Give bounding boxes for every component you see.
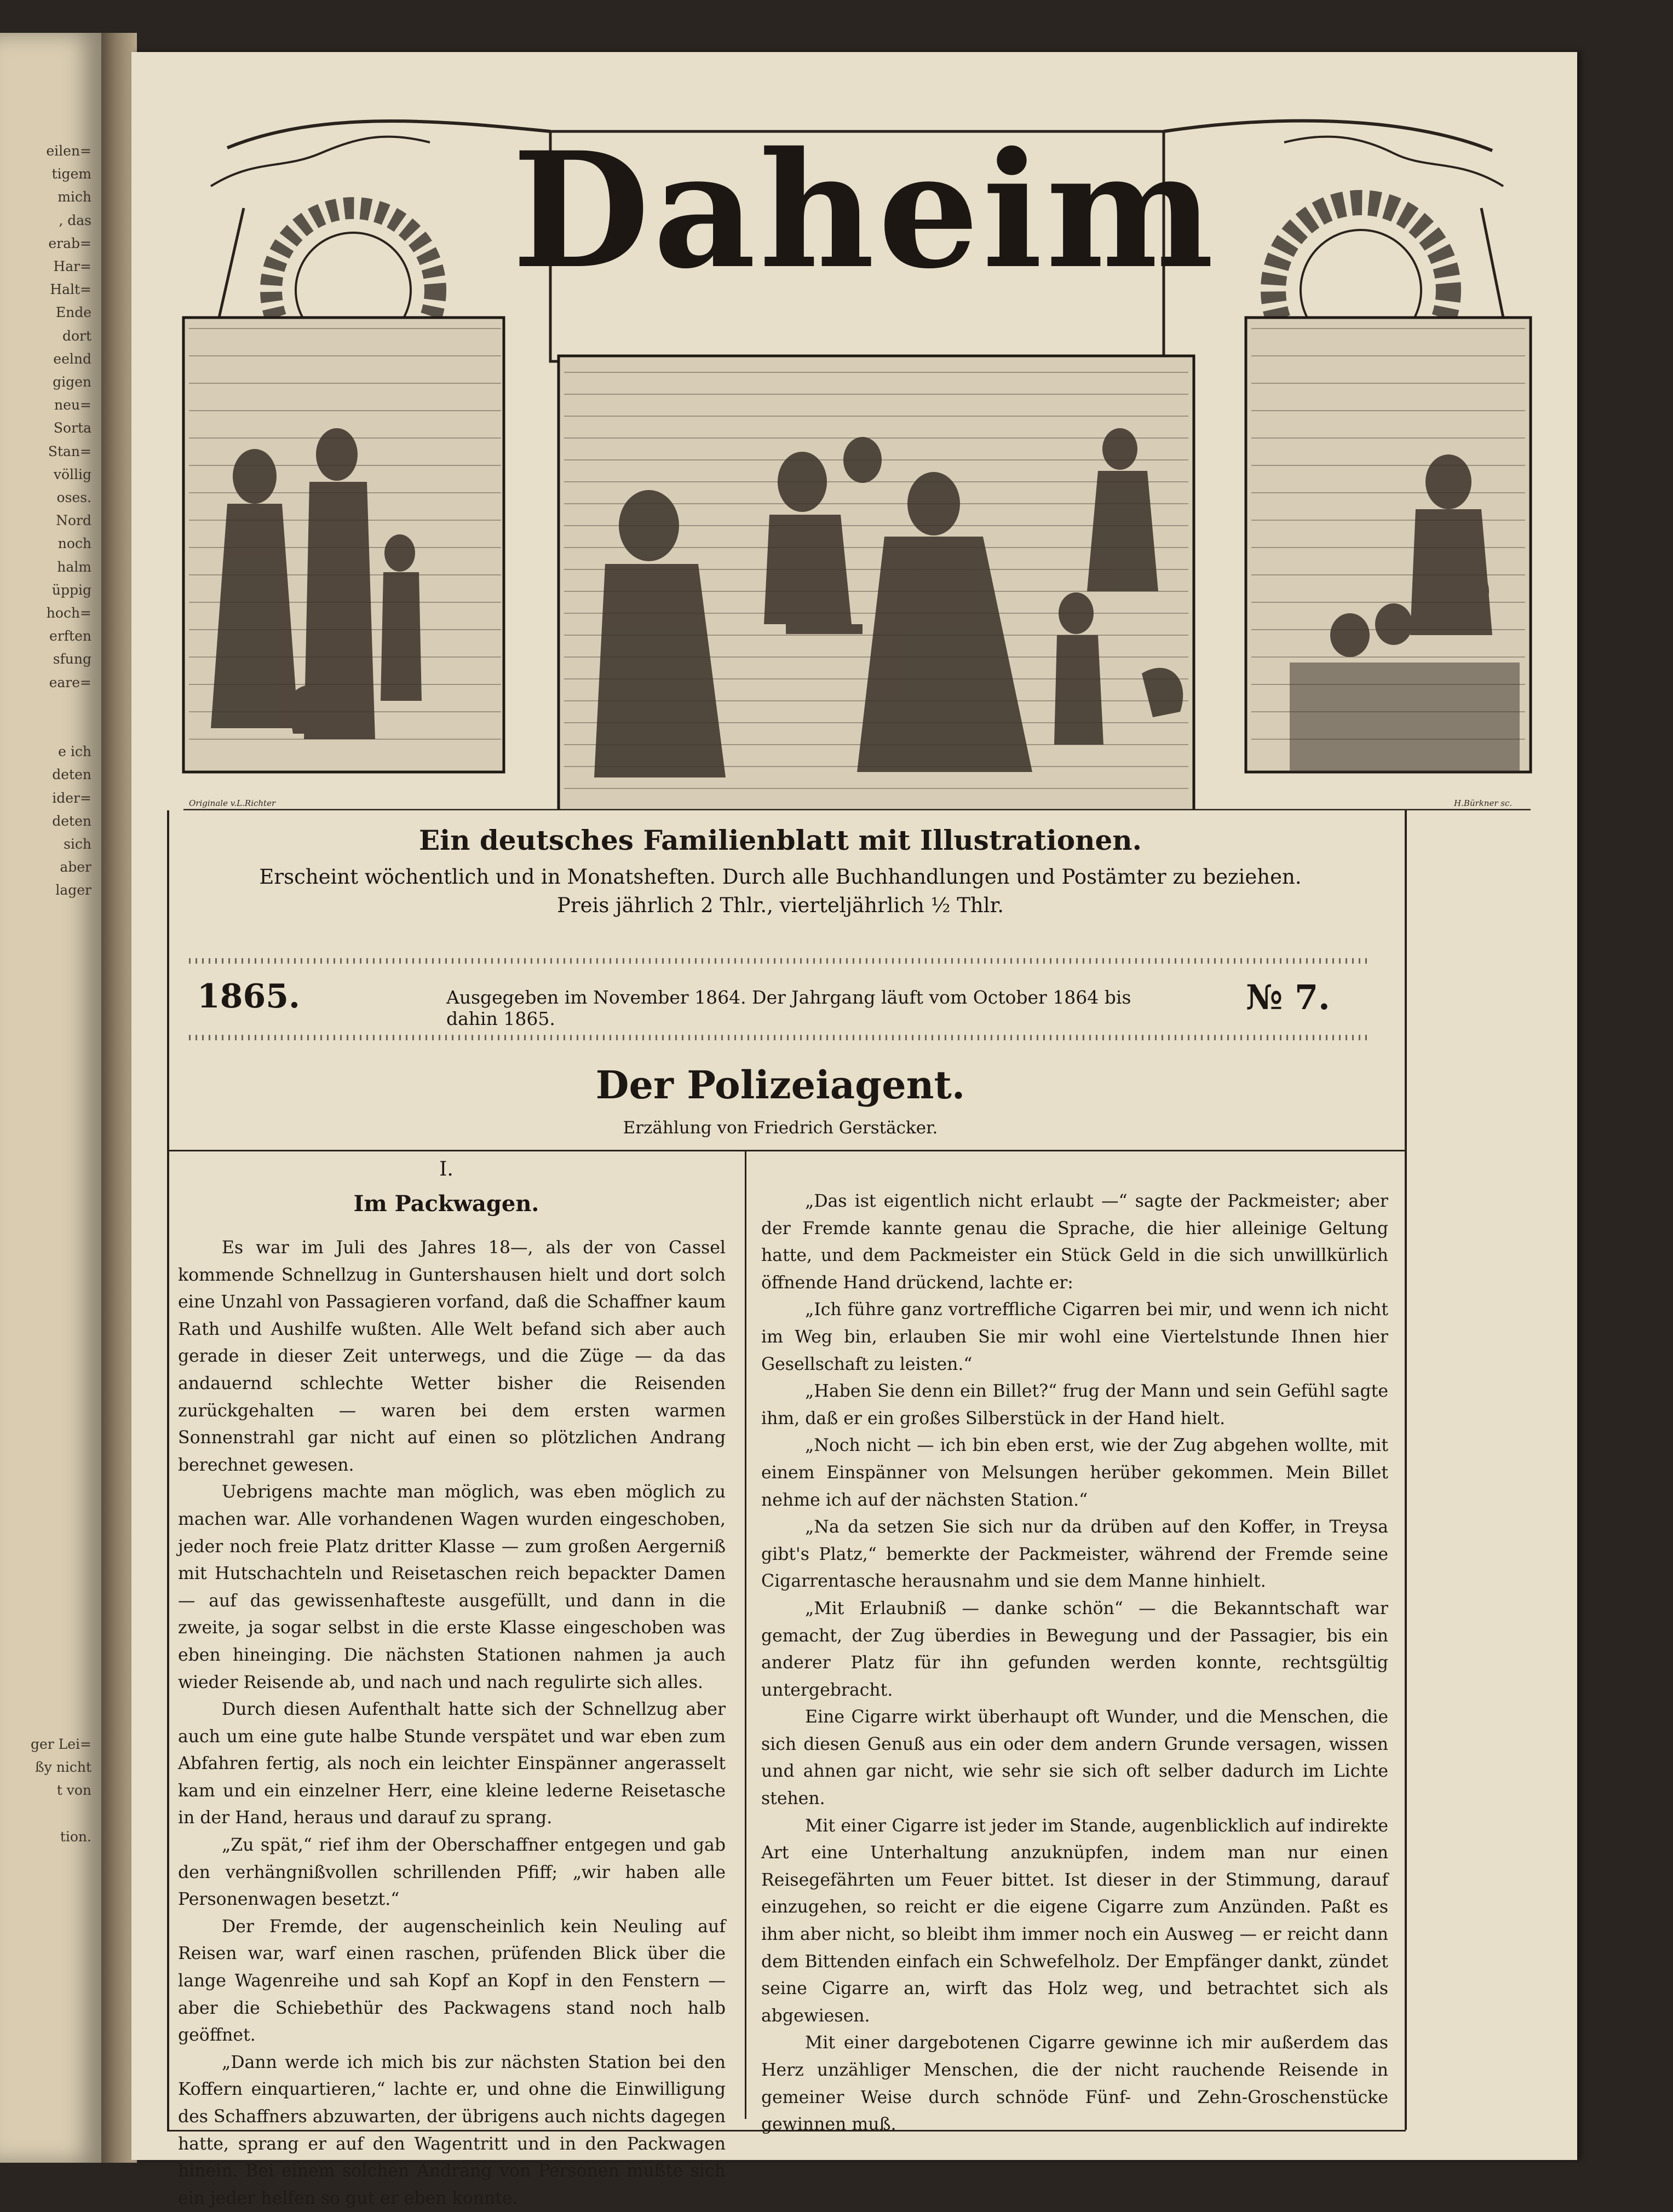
adjacent-page-fragment: e ich [58,744,91,760]
adjacent-page-fragment: oses. [56,489,91,505]
adjacent-page-fragment: Nord [56,512,91,529]
adjacent-page-fragment: eelnd [53,350,91,367]
adjacent-page-fragment: noch [58,535,91,552]
left-text-column [178,1235,726,2212]
chapter-title: Im Packwagen. [353,1191,539,1217]
paragraph: Uebrigens machte man möglich, was eben möglich zu machen war. Alle vorhandenen Wagen wurden eingeschoben, jeder noch freie Platz dritter Klasse — zum großen Aergerniß mit Hutschachteln und Reisetaschen reich bepackter Damen — auf das gewissenhafteste ausgefüllt, und dann in die zweite, ja sogar selbst in die erste Klasse eingeschoben was eben hineinging. Die nächsten Stationen nahmen ja auch wieder Reisende ab, und nach und nach regulirte sich alles. [178,1482,726,1692]
issue-year: 1865. [197,977,300,1016]
adjacent-page-fragment: erften [49,628,91,644]
frame-left-line [167,810,169,2130]
adjacent-page-fragment: aber [60,859,91,875]
story-title: Der Polizeiagent. [595,1062,965,1108]
publication-info: Erscheint wöchentlich und in Monatsheften. Durch alle Buchhandlungen und Postämter zu beziehen. [259,865,1302,889]
adjacent-page-fragment: hoch= [46,605,91,621]
adjacent-page-fragment: ger Lei= [30,1736,91,1752]
adjacent-page-fragment: sfung [53,651,91,667]
newspaper-page [131,52,1577,2208]
story-byline: Erzählung von Friedrich Gerstäcker. [623,1118,938,1138]
adjacent-page-fragment: neu= [54,397,91,413]
price-info: Preis jährlich 2 Thlr., vierteljährlich ½ Thlr. [557,894,1004,917]
adjacent-page-fragment: mich [58,189,91,205]
adjacent-page-fragment: üppig [51,581,91,598]
paragraph: Mit einer dargebotenen Cigarre gewinne ich mir außerdem das Herz unzähliger Menschen, die der nicht rauchende Reisende in gemeiner Weise durch schnöde Fünf- und Zehn-Groschenstücke gewinnen muß. [761,2033,1388,2135]
adjacent-page-fragment: , das [59,212,91,228]
paragraph: „Haben Sie denn ein Billet?“ frug der Mann und sein Gefühl sagte ihm, daß er ein großes Silberstück in der Hand hielt. [761,1381,1388,1428]
adjacent-page-fragment: Halt= [50,281,91,298]
adjacent-page-strip [0,33,101,2163]
story-header-rule [167,1150,1406,1151]
adjacent-page-fragment: Ende [55,304,91,321]
paragraph: Es war im Juli des Jahres 18—, als der von Cassel kommende Schnellzug in Guntershausen hielt und dort solch eine Unzahl von Passagieren vorfand, daß die Schaffner kaum Rath und Aushilfe wußten. Alle Welt befand sich aber auch gerade in dieser Zeit unterwegs, und die Züge — da das andauernd schlechte Wetter bisher die Reisenden zurückgehalten — waren bei dem ersten warmen Sonnenstrahl gar nicht auf einen so plötzlichen Andrang berechnet gewesen. [178,1238,726,1475]
ornamental-rule-top [189,958,1372,964]
adjacent-page-fragment: dort [62,327,91,344]
masthead-title: Daheim [512,118,1217,304]
adjacent-page-fragment: völlig [53,466,91,482]
paragraph: „Dann werde ich mich bis zur nächsten Station bei den Koffern einquartieren,“ lachte er, und ohne die Einwilligung des Schaffners abzuwarten, der übrigens auch nichts dagegen hatte, sprang er auf den Wagentritt und in den Packwagen hinein. Bei einem solchen Andrang von Personen mußte sich ein jeder helfen so gut er eben konnte. [178,2052,726,2208]
paragraph: „Zu spät,“ rief ihm der Oberschaffner entgegen und gab den verhängnißvollen schrillenden Pfiff; „wir haben alle Personenwagen besetzt.“ [178,1835,726,1910]
ornamental-rule-bottom [189,1035,1372,1040]
engraver-credit-right: H.Bürkner sc. [1454,798,1513,808]
paragraph: Mit einer Cigarre ist jeder im Stande, augenblicklich auf indirekte Art eine Unterhaltung anzuknüpfen, indem man nur einen Reisegefährten um Feuer bittet. Ist dieser in der Stimmung, darauf einzugehen, so reicht er die eigene Cigarre zum Anzünden. Paßt es ihm aber nicht, so bleibt ihm immer noch ein Ausweg — er reicht dann dem Bittenden einfach ein Schwefelholz. Der Empfänger dankt, zündet seine Cigarre an, wirft das Holz weg, und betrachtet sich als abgewiesen. [761,1816,1388,2026]
adjacent-page-fragment: tigem [51,166,91,182]
paragraph: „Noch nicht — ich bin eben erst, wie der Zug abgehen wollte, mit einem Einspänner von Melsungen herüber gekommen. Mein Billet nehme ich auf der nächsten Station.“ [761,1436,1388,1510]
adjacent-page-fragment: ider= [52,790,91,806]
frame-right-line [1405,810,1407,2130]
adjacent-page-fragment: t von [56,1782,91,1799]
issue-number: № 7. [1246,977,1330,1017]
adjacent-page-fragment: deten [52,767,91,783]
adjacent-page-fragment: Stan= [48,443,91,459]
adjacent-page-fragment: tion. [60,1828,91,1845]
paragraph: „Na da setzen Sie sich nur da drüben auf den Koffer, in Treysa gibt's Platz,“ bemerkte der Packmeister, während der Fremde seine Cigarrentasche herausnahm und sie dem Manne hinhielt. [761,1517,1388,1592]
adjacent-page-fragment: lager [55,882,91,898]
paragraph: Der Fremde, der augenscheinlich kein Neuling auf Reisen war, warf einen raschen, prüfenden Blick über die lange Wagenreihe und sah Kopf an Kopf in den Fenstern — aber die Schiebethür des Packwagens stand noch halb geöffnet. [178,1916,726,2046]
adjacent-page-fragment: eilen= [46,143,91,159]
chapter-number: I. [439,1158,453,1180]
adjacent-page-fragment: deten [52,813,91,829]
adjacent-page-fragment: sich [64,836,91,852]
paragraph: „Mit Erlaubniß — danke schön“ — die Bekanntschaft war gemacht, der Zug überdies in Bewegung und der Passagier, bis ein anderer Platz für ihn gefunden werden konnte, rechtsgültig untergebracht. [761,1598,1388,1700]
right-text-column [761,1188,1388,2139]
paragraph: „Ich führe ganz vortreffliche Cigarren bei mir, und wenn ich nicht im Weg bin, erlauben Sie mir wohl eine Viertelstunde Ihnen hier Gesellschaft zu leisten.“ [761,1300,1388,1374]
adjacent-page-fragment: erab= [48,235,91,251]
adjacent-page-fragment: ßy nicht [35,1759,91,1776]
masthead-subtitle: Ein deutsches Familienblatt mit Illustrationen. [418,824,1142,856]
paragraph: „Das ist eigentlich nicht erlaubt —“ sagte der Packmeister; aber der Fremde kannte genau die Sprache, die hier alleinige Geltung hatte, und dem Packmeister ein Stück Geld in die sich unwillkürlich öffnende Hand drückend, lachte er: [761,1191,1388,1293]
illustration-credit-left: Originale v.L.Richter [189,798,276,808]
adjacent-page-fragment: halm [57,558,91,575]
adjacent-page-fragment: gigen [53,374,91,390]
paragraph: Eine Cigarre wirkt überhaupt oft Wunder, und die Menschen, die sich diesen Genuß aus ein oder dem andern Grunde versagen, wissen und ahnen gar nicht, wie sehr sie sich oft selber dadurch im Lichte stehen. [761,1707,1388,1809]
adjacent-page-fragment: Har= [53,258,91,274]
paragraph: Durch diesen Aufenthalt hatte sich der Schnellzug aber auch um eine gute halbe Stunde verspätet und war eben zum Abfahren fertig, als noch ein leichter Einspänner angerasselt kam und ein einzelner Herr, eine kleine lederne Reisetasche in der Hand, heraus und darauf zu sprang. [178,1700,726,1828]
adjacent-page-fragment: eare= [49,674,91,690]
issue-dateline: Ausgegeben im November 1864. Der Jahrgang läuft vom October 1864 bis dahin 1865. [446,987,1131,1029]
column-divider [745,1150,746,2119]
adjacent-page-fragment: Sorta [53,420,91,436]
